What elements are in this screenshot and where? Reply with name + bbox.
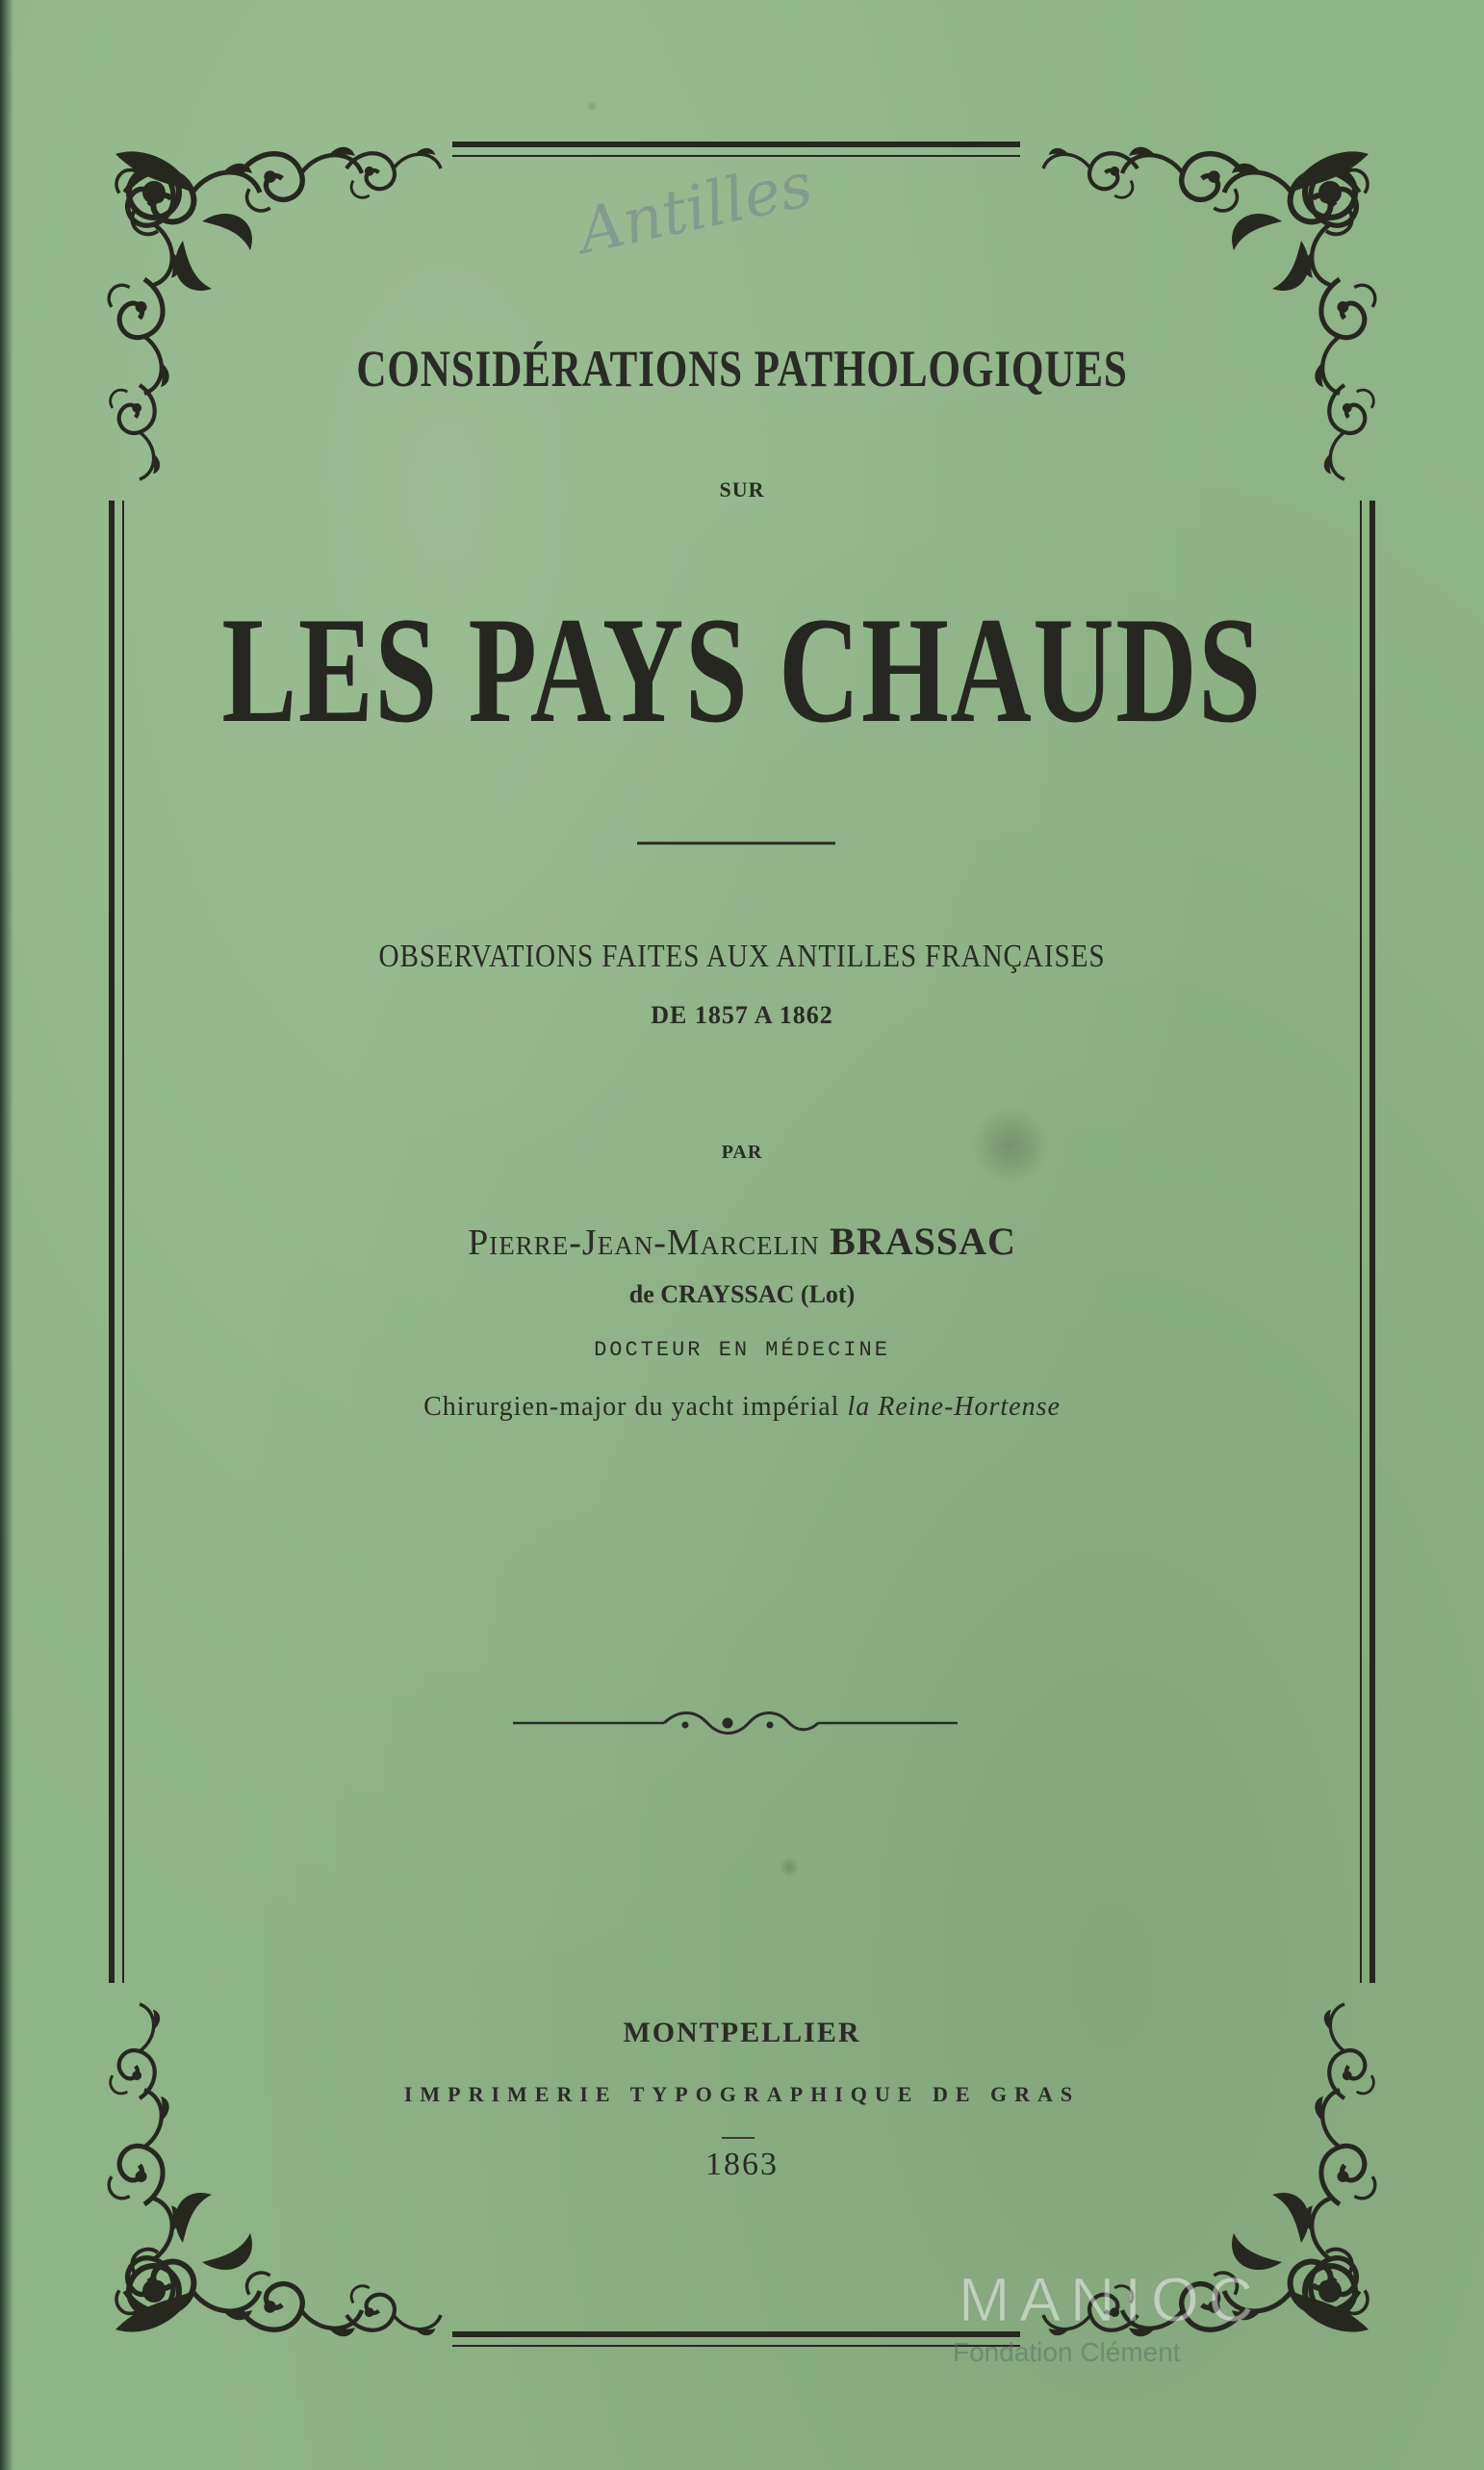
ship-name: la Reine-Hortense (847, 1392, 1061, 1422)
author-role-text: Chirurgien-major du yacht impérial (423, 1392, 840, 1422)
year-rule (722, 2137, 755, 2139)
watermark-subtitle: Fondation Clément (953, 2337, 1181, 2367)
title-connector: SUR (719, 477, 765, 502)
printer-name: IMPRIMERIE TYPOGRAPHIQUE DE GRAS (403, 2082, 1081, 2106)
publication-year: 1863 (705, 2147, 779, 2182)
author-line (0, 1219, 1484, 1264)
author-given-names: Pierre-Jean-Marcelin (468, 1222, 820, 1263)
author-origin: de CRAYSSAC (Lot) (628, 1280, 856, 1308)
author-role (0, 1392, 1484, 1423)
decorative-divider (513, 1713, 958, 1734)
handwritten-annotation: Antilles (572, 149, 819, 269)
corner-ornament-top-left (109, 147, 441, 479)
library-watermark (953, 2264, 1270, 2370)
title-top: CONSIDÉRATIONS PATHOLOGIQUES (356, 340, 1128, 398)
main-title: LES PAYS CHAUDS (221, 586, 1263, 755)
subtitle: OBSERVATIONS FAITES AUX ANTILLES FRANÇAISES (378, 939, 1106, 974)
author-surname: BRASSAC (830, 1220, 1016, 1263)
watermark-logo: MANIOC (959, 2265, 1263, 2334)
by-line: PAR (721, 1142, 763, 1163)
publication-city: MONTPELLIER (623, 2017, 861, 2048)
author-degree: DOCTEUR EN MÉDECINE (594, 1338, 890, 1362)
corner-ornament-top-right (1043, 147, 1375, 479)
date-range: DE 1857 A 1862 (651, 1001, 833, 1029)
